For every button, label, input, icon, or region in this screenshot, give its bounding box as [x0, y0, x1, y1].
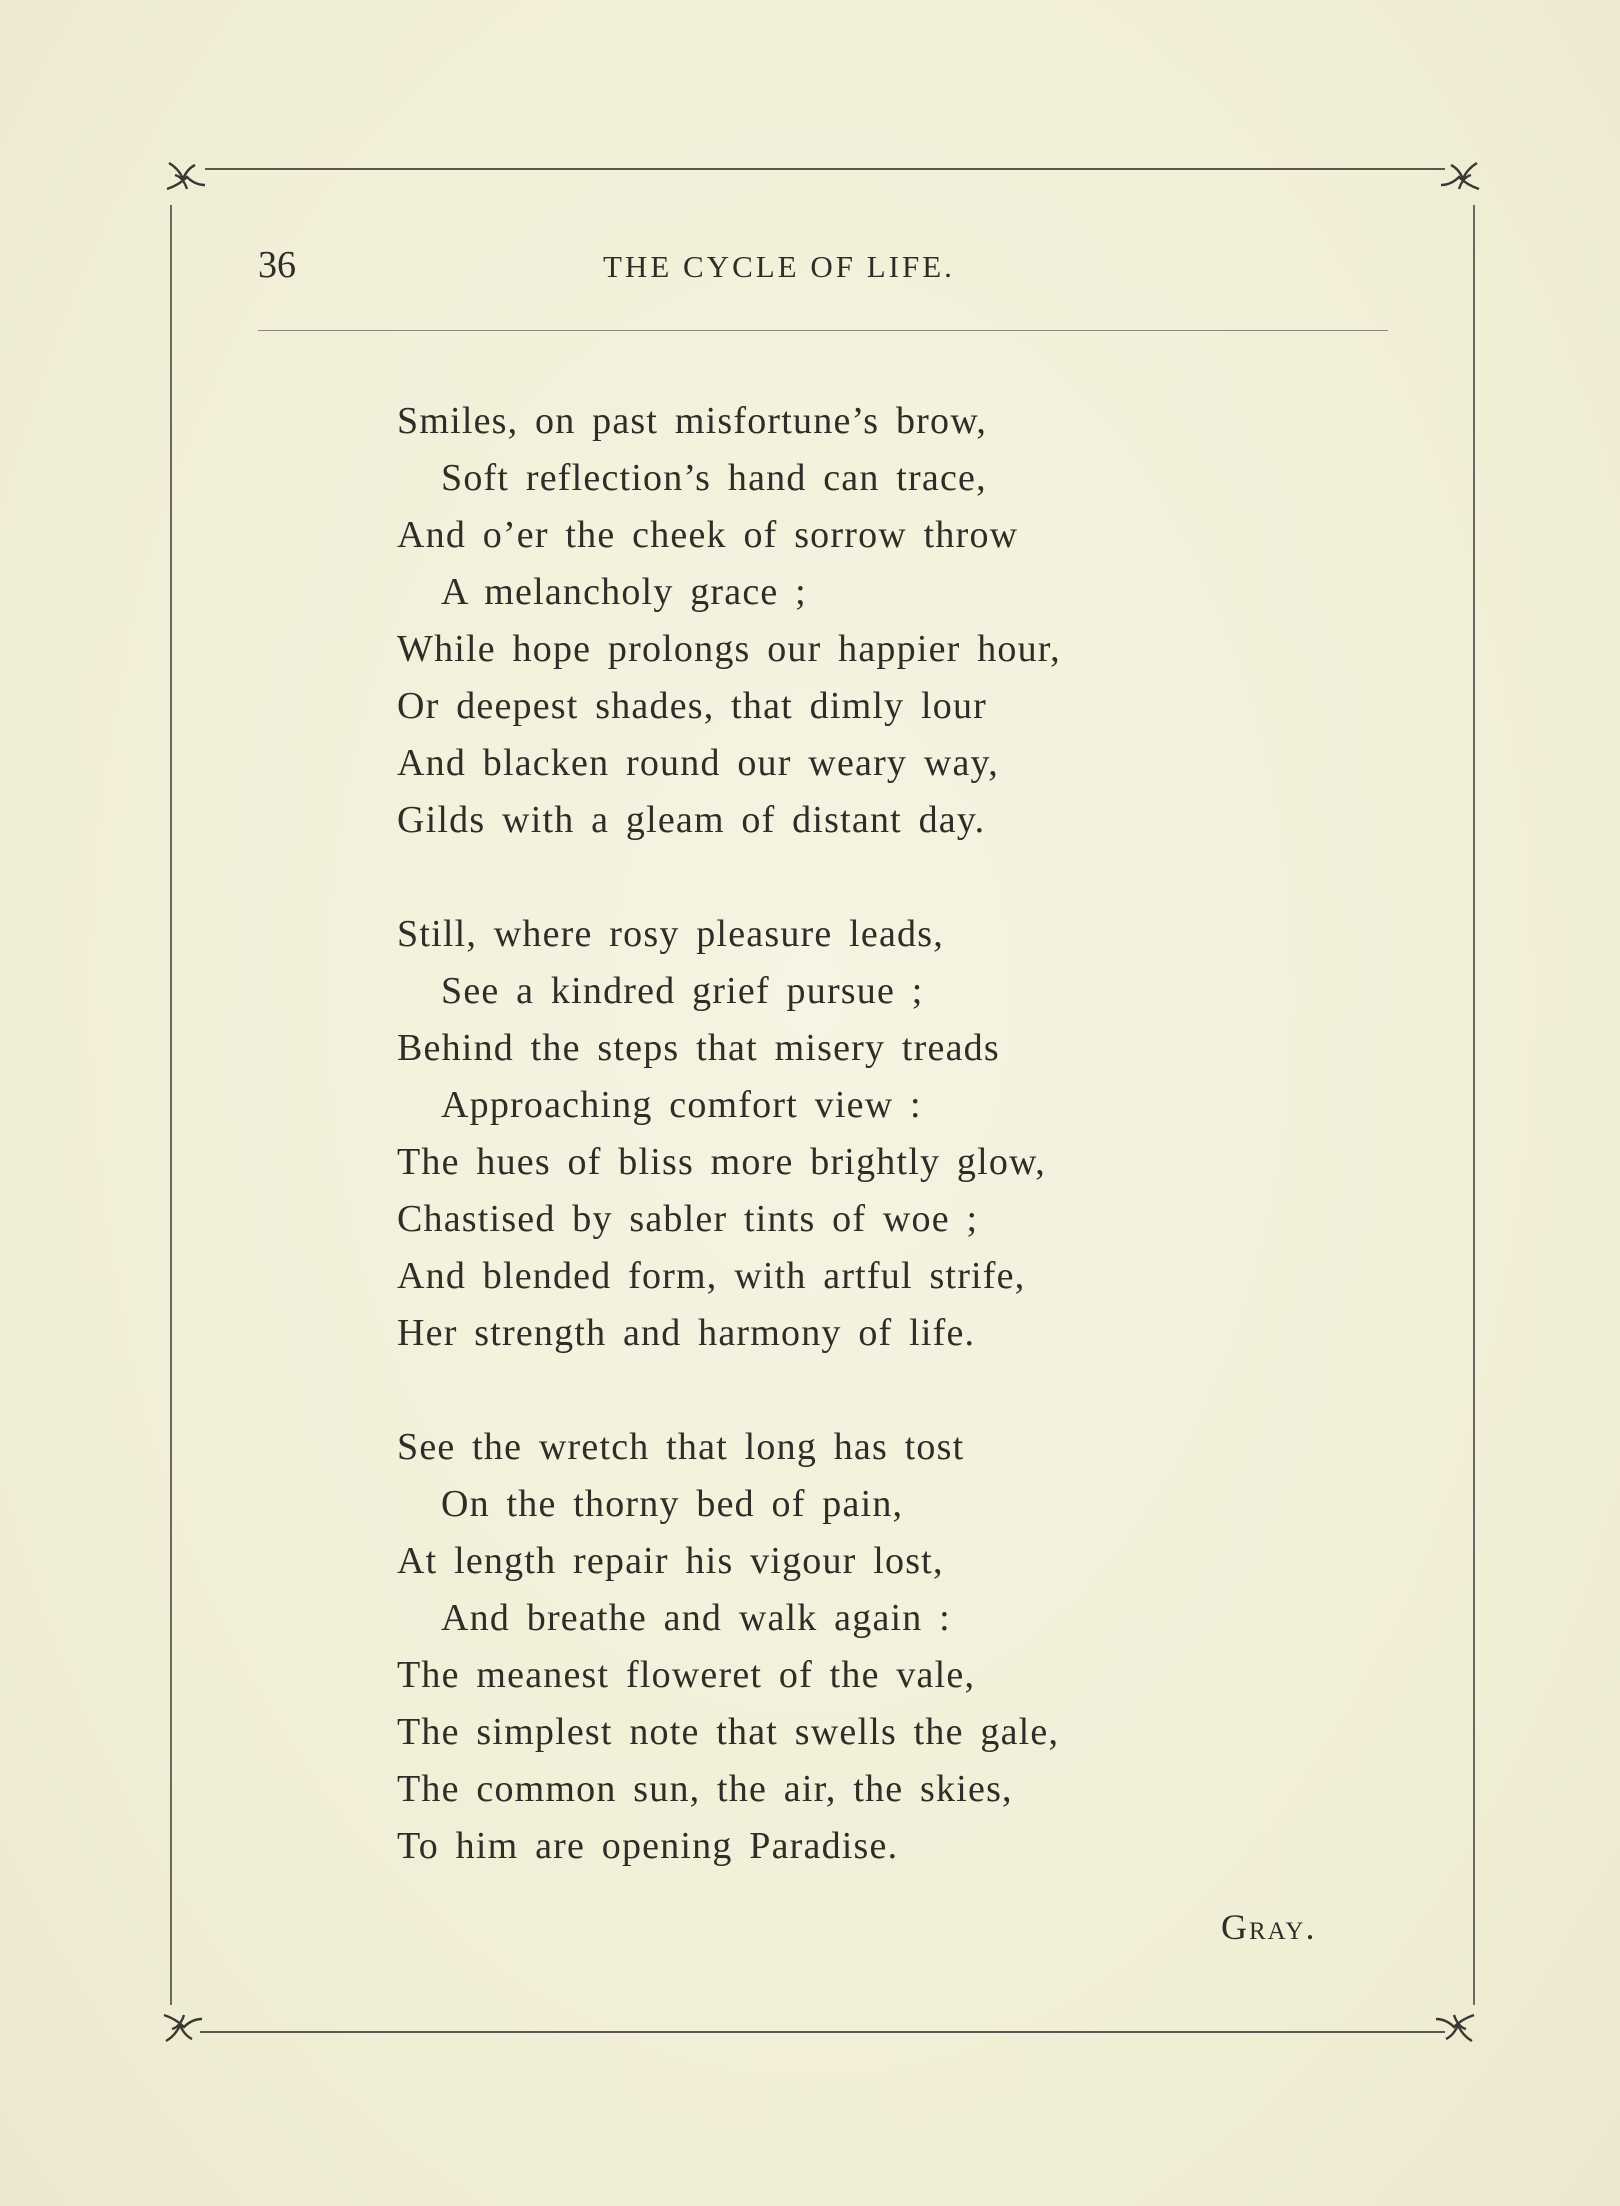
poem-line: To him are opening Paradise.	[397, 1825, 899, 1867]
poem-line: Gilds with a gleam of distant day.	[397, 799, 986, 841]
poem-line: The hues of bliss more brightly glow,	[397, 1141, 1046, 1183]
corner-flourish-icon	[1432, 2005, 1476, 2049]
poem-line: The simplest note that swells the gale,	[397, 1711, 1060, 1753]
stanza	[397, 1419, 1297, 1875]
poem-line: Still, where rosy pleasure leads,	[397, 913, 944, 955]
poem-line: Approaching comfort view :	[441, 1084, 922, 1126]
stanza	[397, 393, 1297, 849]
poem-line: While hope prolongs our happier hour,	[397, 628, 1061, 670]
frame-left-rule	[170, 205, 172, 2005]
poem-line: Her strength and harmony of life.	[397, 1312, 976, 1354]
frame-bottom-rule	[200, 2031, 1445, 2033]
corner-flourish-icon	[1437, 155, 1481, 199]
running-title: THE CYCLE OF LIFE.	[603, 249, 955, 284]
poem-line: Or deepest shades, that dimly lour	[397, 685, 988, 727]
poem-line: At length repair his vigour lost,	[397, 1540, 944, 1582]
frame-right-rule	[1473, 205, 1475, 2005]
stanza	[397, 906, 1297, 1362]
poem-line: Smiles, on past misfortune’s brow,	[397, 400, 988, 442]
author-attribution: Gray.	[1221, 1907, 1317, 1947]
poem	[397, 393, 1297, 1932]
poem-line: And blacken round our weary way,	[397, 742, 999, 784]
header-rule	[258, 330, 1388, 331]
poem-line: See the wretch that long has tost	[397, 1426, 965, 1468]
page-number: 36	[258, 244, 296, 286]
poem-line: Chastised by sabler tints of woe ;	[397, 1198, 979, 1240]
frame-top-rule	[205, 168, 1445, 170]
running-head	[258, 243, 1388, 293]
poem-line: And o’er the cheek of sorrow throw	[397, 514, 1019, 556]
corner-flourish-icon	[162, 2005, 206, 2049]
poem-line: On the thorny bed of pain,	[441, 1483, 904, 1525]
poem-line: See a kindred grief pursue ;	[441, 970, 924, 1012]
poem-line: The common sun, the air, the skies,	[397, 1768, 1013, 1810]
poem-line: And blended form, with artful strife,	[397, 1255, 1026, 1297]
poem-line: The meanest floweret of the vale,	[397, 1654, 976, 1696]
poem-line: Soft reflection’s hand can trace,	[441, 457, 987, 499]
poem-line: Behind the steps that misery treads	[397, 1027, 1000, 1069]
poem-line: And breathe and walk again :	[441, 1597, 951, 1639]
corner-flourish-icon	[165, 155, 209, 199]
poem-line: A melancholy grace ;	[441, 571, 807, 613]
